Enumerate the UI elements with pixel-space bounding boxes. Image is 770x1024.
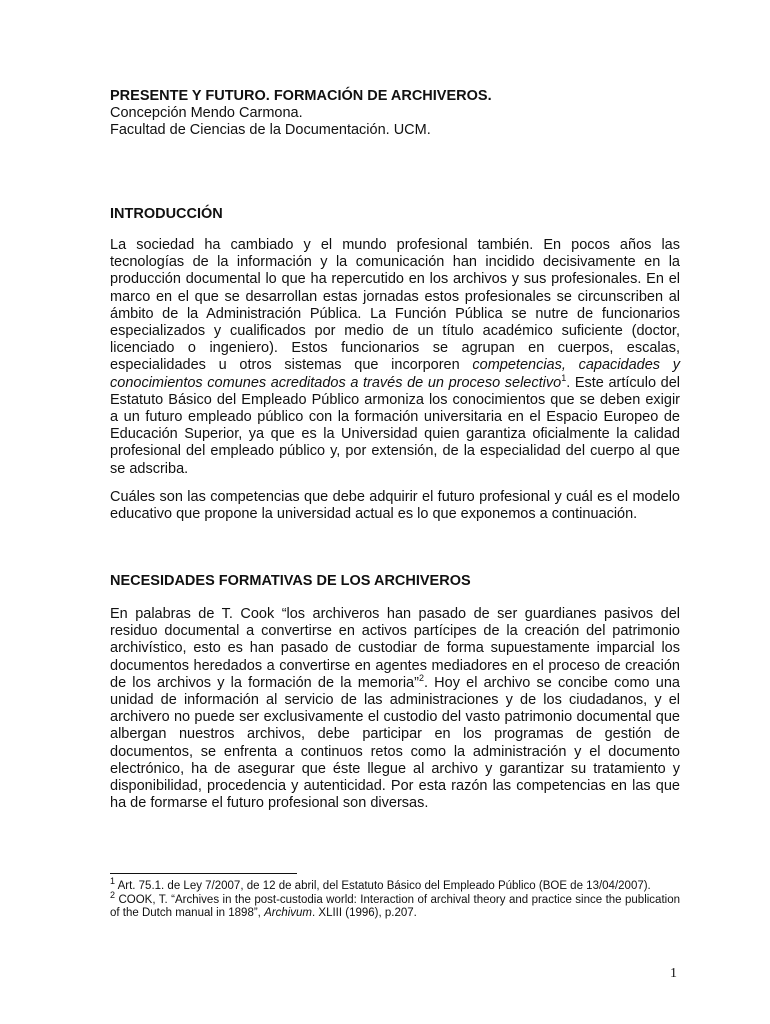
paragraph-text: Cuáles son las competencias que debe adquirir el futuro profesional y cuál es el modelo educativo que propone la universidad actual es lo que exponemos a continuación. [110,489,680,523]
italic-quote: competencias, capacidades y conocimientos comunes acreditados a través de un proceso selectivo [110,357,680,391]
paragraph-text-part: . Hoy el archivo se concibe como una unidad de información al servicio de las administraciones y de los ciudadanos, y el archivero no puede ser exclusivamente el custodio del vasto patrimonio documental que albergan nuestros archivos, debe participar en los programas de gestión de documentos, se enfrenta a continuos retos como la administración y el documento electrónico, ha de asegurar que éste llegue al archivo y garantizar su tratamiento y disponibilidad, procedencia y autenticidad. Por esta razón las competencias en las que ha de formarse el futuro profesional son diversas. [110,674,680,812]
paragraph-text-part: En palabras de T. Cook “los archiveros han pasado de ser guardianes pasivos del residuo documental a convertirse en activos partícipes de la creación del patrimonio archivístico, esto es han pasado de custodiar de forma supuestamente imparcial los documentos heredados a convertirse en agentes mediadores en el proceso de creación de los archivos y la formación de la memoria” [110,606,680,691]
title-block [110,88,680,139]
paragraph-text [110,606,680,812]
footnote-1 [110,876,680,894]
footnote-text: Art. 75.1. de Ley 7/2007, de 12 de abril, del Estatuto Básico del Empleado Público (BOE de 13/04/2007). [115,880,651,892]
footnote-2 [110,889,680,921]
footnote-divider [110,873,297,874]
author-name: Concepción Mendo Carmona. [110,105,303,121]
footnote-number: 2 [110,889,116,900]
author-affiliation: Facultad de Ciencias de la Documentación. UCM. [110,122,431,138]
footnote-journal-title: Archivum [264,907,313,920]
section-heading-introduccion: INTRODUCCIÓN [110,206,223,222]
page-number: 1 [670,966,677,981]
section-heading-necesidades: NECESIDADES FORMATIVAS DE LOS ARCHIVEROS [110,573,471,589]
section-introduccion [110,206,680,223]
footnote-ref-1[interactable]: 1 [561,372,567,383]
intro-paragraph-1 [110,237,680,478]
document-title: PRESENTE Y FUTURO. FORMACIÓN DE ARCHIVEROS. [110,88,492,104]
necesidades-paragraph-1 [110,606,680,812]
footnote-text: . XLIII (1996), p.207. [312,907,417,920]
paragraph-text-part: La sociedad ha cambiado y el mundo profesional también. En pocos años las tecnologías de la información y la comunicación han incidido decisivamente en la producción documental lo que ha repercutido en los archivos y sus profesionales. En el marco en el que se desarrollan estas jornadas estos profesionales se circunscriben al ámbito de la Administración Pública. La Función Pública se nutre de funcionarios especializados y cualificados por medio de un título académico suficiente (doctor, licenciado o ingeniero). Estos funcionarios se agrupan en cuerpos, escalas, especialidades u otros sistemas que incorporen [110,237,680,374]
paragraph-text [110,237,680,478]
section-necesidades [110,573,680,590]
footnotes [110,876,680,921]
paragraph-text-part: . Este artículo del Estatuto Básico del Empleado Público armoniza los conocimientos que se deben exigir a un futuro empleado público con la formación universitaria en el Espacio Europeo de Educación Superior, ya que es la Universidad quien garantiza oficialmente la calidad profesional del empleado público y, por extensión, de la especialidad del cuerpo al que se adscriba. [110,374,680,477]
footnote-ref-2[interactable]: 2 [418,672,424,683]
footnote-number: 1 [110,876,116,887]
footnote-text: COOK, T. “Archives in the post-custodia world: Interaction of archival theory and practice since the publication of the Dutch manual in 1898”, [110,893,680,920]
intro-paragraph-2 [110,489,680,523]
